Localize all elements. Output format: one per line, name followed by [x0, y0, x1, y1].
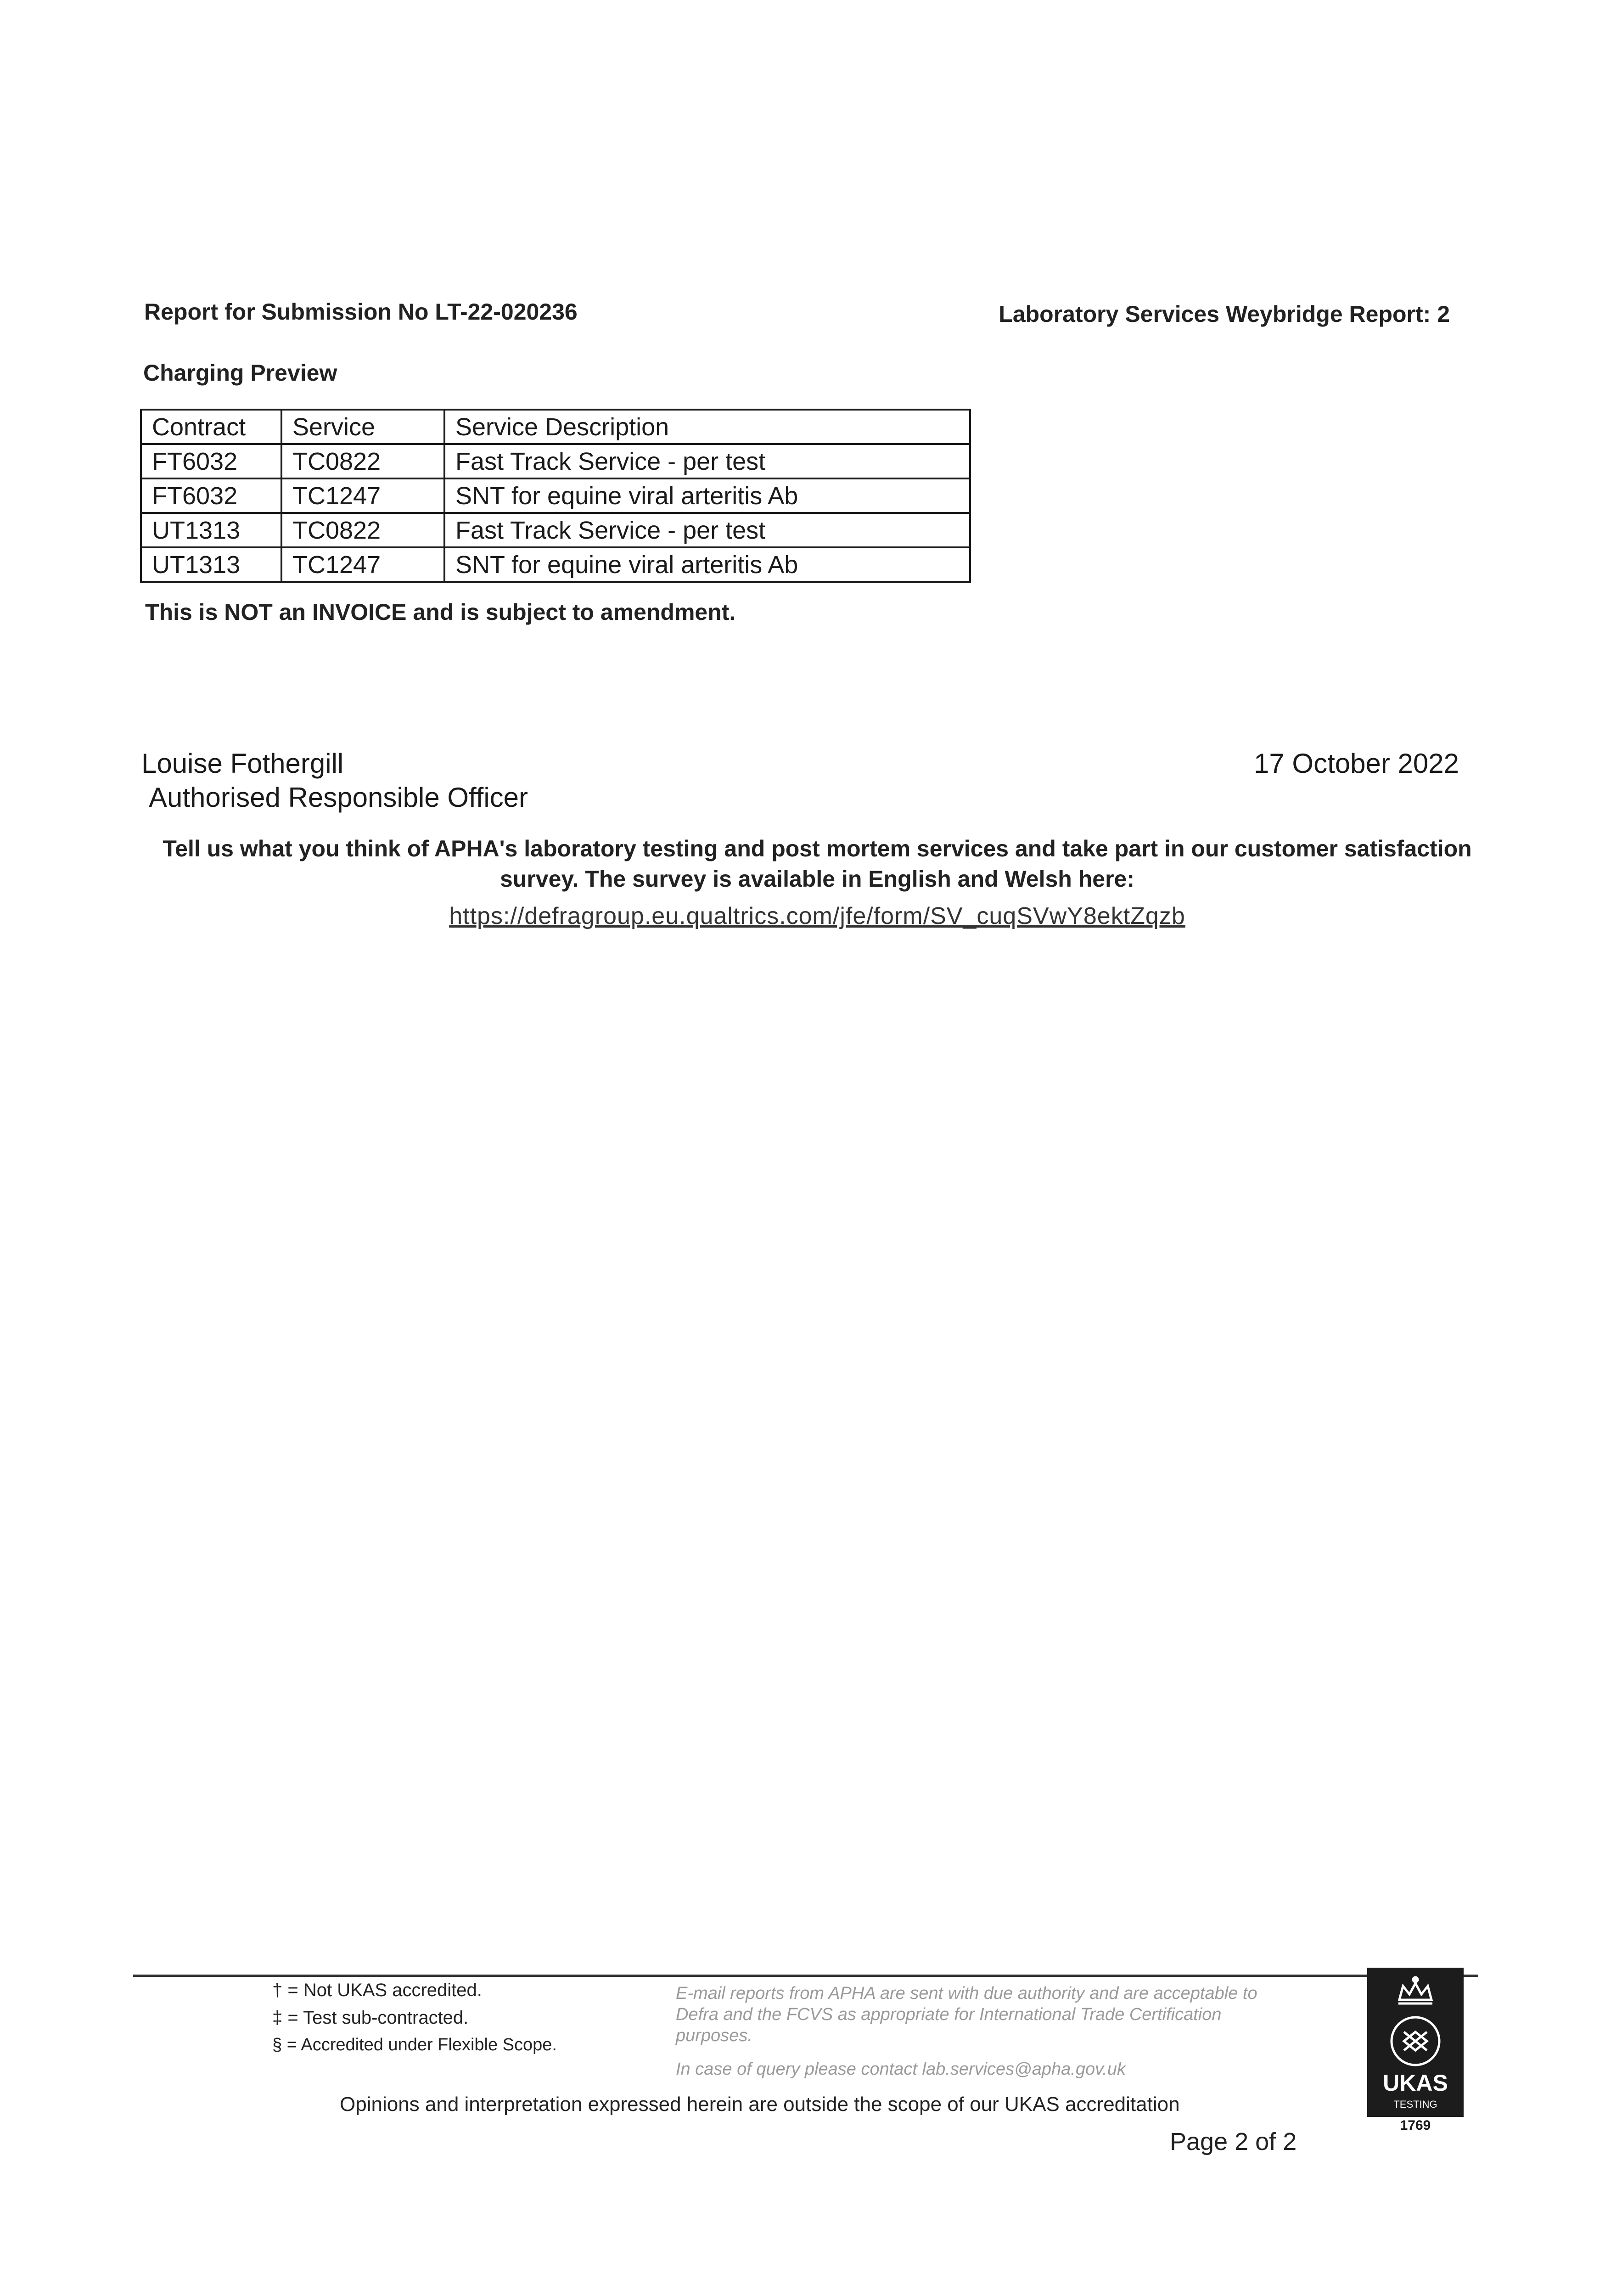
report-date: 17 October 2022 — [1254, 748, 1459, 779]
report-title: Report for Submission No LT-22-020236 — [144, 299, 578, 325]
service-cell: TC1247 — [281, 547, 444, 582]
table-row — [141, 444, 970, 478]
description-cell: Fast Track Service - per test — [444, 513, 970, 547]
description-cell: Fast Track Service - per test — [444, 444, 970, 478]
query-contact-note: In case of query please contact lab.services@apha.gov.uk — [676, 2060, 1126, 2079]
officer-name: Louise Fothergill — [141, 748, 344, 779]
contract-cell: FT6032 — [141, 478, 281, 513]
table-row — [141, 478, 970, 513]
contract-cell: FT6032 — [141, 444, 281, 478]
service-cell: TC1247 — [281, 478, 444, 513]
legend-not-accredited: † = Not UKAS accredited. — [272, 1980, 482, 2000]
legend-flexible-scope: § = Accredited under Flexible Scope. — [272, 2035, 557, 2054]
table-header-row — [141, 410, 970, 444]
description-cell: SNT for equine viral arteritis Ab — [444, 478, 970, 513]
ukas-logo-text: UKAS — [1383, 2070, 1448, 2096]
invoice-disclaimer: This is NOT an INVOICE and is subject to amendment. — [145, 599, 736, 625]
contract-cell: UT1313 — [141, 513, 281, 547]
ukas-logo — [1367, 1968, 1464, 2117]
column-header-description: Service Description — [444, 410, 970, 444]
page-number: Page 2 of 2 — [1170, 2128, 1297, 2155]
charging-table — [140, 409, 971, 583]
survey-link[interactable]: https://defragroup.eu.qualtrics.com/jfe/form/SV_cuqSVwY8ektZqzb — [449, 903, 1185, 929]
ukas-logo-subtext: TESTING — [1393, 2099, 1437, 2110]
email-reports-note: E-mail reports from APHA are sent with due authority and are acceptable to Defra and the FCVS as appropriate for International Trade Certification purposes. — [676, 1984, 1257, 2045]
ukas-accreditation-number: 1769 — [1400, 2118, 1431, 2133]
service-cell: TC0822 — [281, 513, 444, 547]
column-header-service: Service — [281, 410, 444, 444]
lab-report-label: Laboratory Services Weybridge Report: 2 — [999, 301, 1450, 327]
contract-cell: UT1313 — [141, 547, 281, 582]
legend-sub-contracted: ‡ = Test sub-contracted. — [272, 2008, 469, 2028]
survey-invitation: Tell us what you think of APHA's laboratory testing and post mortem services and take part in our customer satisfaction survey. The survey is available in English and Welsh here: — [163, 836, 1472, 892]
footer-divider — [133, 1975, 1478, 1977]
description-cell: SNT for equine viral arteritis Ab — [444, 547, 970, 582]
column-header-contract: Contract — [141, 410, 281, 444]
officer-role: Authorised Responsible Officer — [149, 782, 528, 813]
charging-preview-heading: Charging Preview — [143, 360, 337, 386]
ukas-scope-note: Opinions and interpretation expressed herein are outside the scope of our UKAS accreditation — [340, 2093, 1180, 2116]
table-row — [141, 513, 970, 547]
table-row — [141, 547, 970, 582]
service-cell: TC0822 — [281, 444, 444, 478]
